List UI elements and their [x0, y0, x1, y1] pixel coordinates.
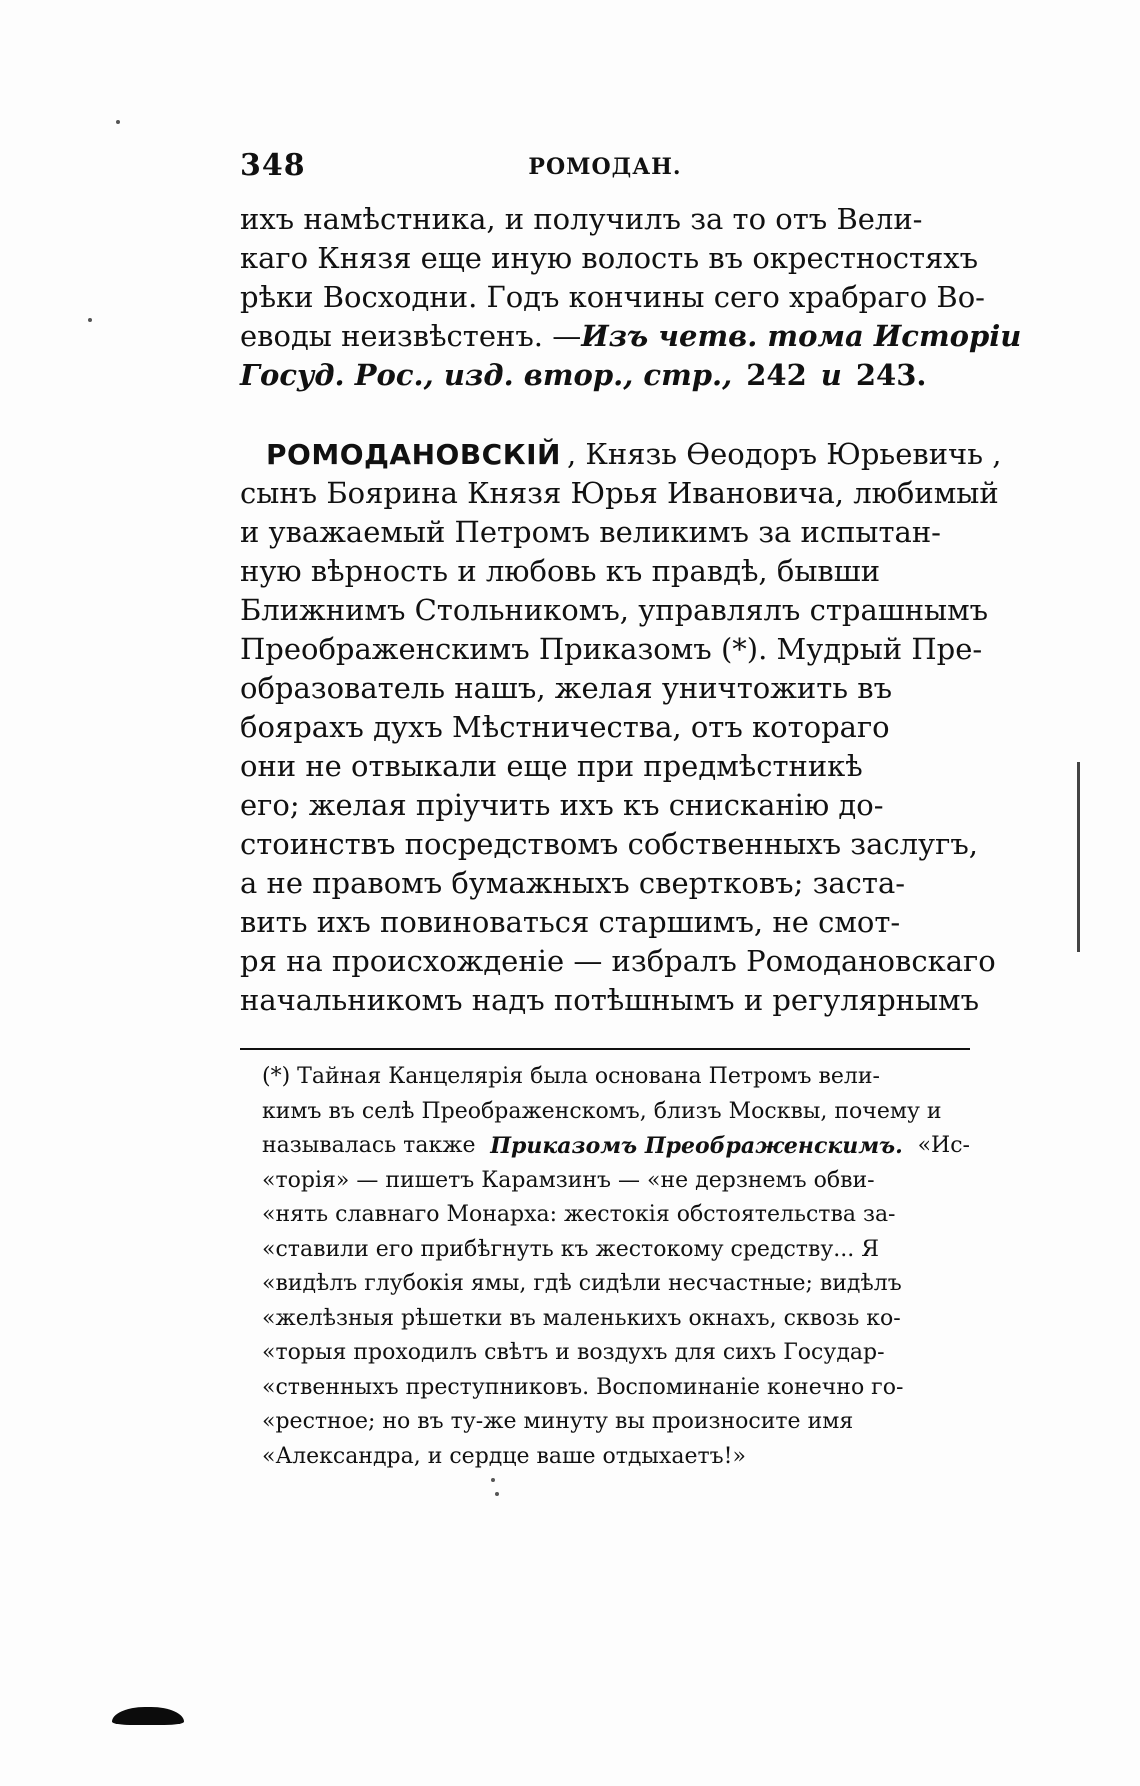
entry-line-content: начальникомъ надъ потѣшнымъ и регулярнымъ: [240, 983, 980, 1017]
text-line-content: каго Князя еще иную волость въ окрестностяхъ: [240, 241, 979, 275]
footnote-line-content: «Александра, и сердце ваше отдыхаетъ!»: [262, 1443, 746, 1469]
entry-line-content: ря на происхожденіе — избралъ Ромодановскаго: [240, 944, 996, 978]
footnote-line: [262, 1164, 970, 1199]
entry-line: [240, 903, 970, 942]
footnote-line: [262, 1198, 970, 1233]
page-number: 348: [240, 148, 306, 183]
citation-and: и: [820, 358, 842, 392]
main-text: [240, 200, 1022, 1020]
footnote-line-content: «Ис-: [917, 1133, 970, 1158]
speck: [491, 1478, 495, 1482]
text-line-content: рѣки Восходни. Годъ кончины сего храбраго Во-: [240, 280, 985, 314]
text-line-content: еводы неизвѣстенъ. —: [240, 319, 582, 353]
footnote-line: [262, 1405, 970, 1440]
footnote-rule: [240, 1048, 970, 1050]
entry-line-content: сынъ Боярина Князя Юрья Ивановича, любимый: [240, 476, 999, 510]
page-header: [240, 148, 970, 188]
entry-line-content: его; желая пріучить ихъ къ снисканію до-: [240, 788, 884, 822]
footnote-line-content: «видѣлъ глубокія ямы, гдѣ сидѣли несчастные; видѣлъ: [262, 1271, 902, 1296]
entry-line-content: вить ихъ повиноваться старшимъ, не смот-: [240, 905, 901, 939]
entry-line-content: образователь нашъ, желая уничтожить въ: [240, 671, 893, 705]
entry-line: [240, 825, 978, 864]
footnote-line: [262, 1060, 970, 1095]
entry-line: [240, 981, 980, 1020]
footnote-line: [262, 1440, 970, 1475]
footnote-line: [262, 1233, 970, 1268]
entry-line-content: ную вѣрность и любовь къ правдѣ, бывши: [240, 554, 881, 588]
footnote-line: [262, 1129, 970, 1164]
footnote-line-content: «торія» — пишетъ Карамзинъ — «не дерзнемъ обви-: [262, 1167, 875, 1193]
footnote-line-content: «ставили его прибѣгнуть къ жестокому средству... Я: [262, 1236, 880, 1262]
entry-line-content: а не правомъ бумажныхъ свертковъ; заста-: [240, 866, 906, 900]
speck: [495, 1492, 499, 1496]
footnote-line-content: «ственныхъ преступниковъ. Воспоминаніе конечно го-: [262, 1374, 904, 1400]
entry-line: [240, 630, 983, 669]
text-line: [240, 200, 970, 239]
entry-heading-line: [240, 435, 1002, 474]
text-line: [240, 356, 970, 395]
entry-line-content: и уважаемый Петромъ великимъ за испытан-: [240, 515, 941, 549]
entry-line-content: они не отвыкали еще при предмѣстникѣ: [240, 749, 863, 783]
entry-line: [240, 669, 970, 708]
text-line-content: ихъ намѣстника, и получилъ за то отъ Вели-: [240, 202, 923, 236]
footnote-line-content: «нять славнаго Монарха: жестокія обстоятельства за-: [262, 1202, 896, 1227]
entry-line: [240, 708, 970, 747]
footnote-line-content: кимъ въ селѣ Преображенскомъ, близъ Москвы, почему и: [262, 1098, 942, 1124]
entry-first-line-wrap: [561, 435, 1001, 474]
entry-line-content: Ближнимъ Стольникомъ, управлялъ страшнымъ: [240, 593, 989, 627]
footnote-line: [262, 1095, 970, 1130]
speck: [116, 120, 120, 124]
entry-line-content: боярахъ духъ Мѣстничества, отъ котораго: [240, 710, 890, 744]
text-line: [240, 239, 979, 278]
citation-pages: 242: [746, 358, 807, 392]
footnote-line: [262, 1267, 970, 1302]
entry-line-content: Преображенскимъ Приказомъ (*). Мудрый Пре-: [240, 632, 983, 666]
footnote-line-content: «желѣзныя рѣшетки въ маленькихъ окнахъ, сквозь ко-: [262, 1305, 901, 1331]
entry-line: [240, 513, 970, 552]
running-head: РОМОДАН.: [528, 154, 682, 180]
footnote-line: [262, 1336, 970, 1371]
citation-part1: Изъ четв. тома Исторіи: [581, 319, 1022, 353]
entry-line-content: стоинствъ посредствомъ собственныхъ заслугъ,: [240, 827, 978, 861]
footnote-italic-phrase: Приказомъ Преображенскимъ.: [490, 1133, 903, 1159]
ink-blot: [112, 1707, 184, 1725]
text-line: [240, 317, 1022, 356]
margin-line-mark: [1077, 762, 1080, 952]
entry-line: [240, 786, 970, 825]
entry-line: [240, 474, 999, 513]
footnote-line: [262, 1371, 970, 1406]
citation-pages2: 243.: [855, 358, 927, 392]
text-line: [240, 278, 985, 317]
entry-line: , Князь Ѳеодоръ Юрьевичь ,: [566, 437, 1002, 471]
footnote-line-content: «рестное; но въ ту-же минуту вы произносите имя: [262, 1409, 854, 1434]
citation-part2: Госуд. Рос., изд. втор., стр.,: [240, 358, 733, 392]
speck: [88, 318, 92, 322]
entry-line: [240, 591, 989, 630]
entry-line: [240, 747, 970, 786]
entry-line: [240, 552, 970, 591]
footnote-line-content: (*) Тайная Канцелярія была основана Петромъ вели-: [262, 1064, 880, 1089]
footnote-line-content: называлась также: [262, 1133, 476, 1158]
footnote-line-content: «торыя проходилъ свѣтъ и воздухъ для сихъ Государ-: [262, 1340, 885, 1365]
entry-line: [240, 942, 996, 981]
entry-name: РОМОДАНОВСКІЙ: [266, 438, 561, 471]
footnote: [262, 1060, 970, 1474]
entry-line: [240, 864, 970, 903]
footnote-line: [262, 1302, 970, 1337]
